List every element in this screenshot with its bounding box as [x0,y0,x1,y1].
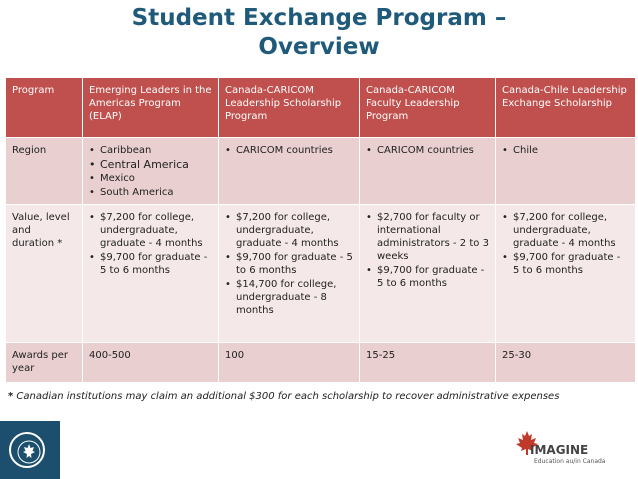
list-item: • $9,700 for graduate - 5 to 6 months [225,251,353,277]
cell-value-elap [83,205,219,343]
footnote-text: Canadian institutions may claim an additional $300 for each scholarship to recover administrative expenses [16,391,560,402]
cell-awards-elap: 400-500 [83,343,219,383]
table-header-row [6,78,636,138]
page-title [0,4,638,62]
list-item: • CARICOM countries [225,144,353,157]
imagine-logo [512,431,622,471]
list-item: • Caribbean [89,144,212,157]
cell-region-caricom-faculty [360,138,496,205]
table-row-value [6,205,636,343]
header-caricom-faculty: Canada-CARICOM Faculty Leadership Program [360,78,496,138]
list-item: • $9,700 for graduate - 5 to 6 months [89,251,212,277]
row-label-value: Value, level and duration * [6,205,83,343]
list-item: • $7,200 for college, undergraduate, graduate - 4 months [225,211,353,250]
cell-value-caricom-faculty [360,205,496,343]
list-item: • $9,700 for graduate - 5 to 6 months [502,251,629,277]
list-item: • $7,200 for college, undergraduate, graduate - 4 months [502,211,629,250]
header-caricom-leadership: Canada-CARICOM Leadership Scholarship Program [219,78,360,138]
imagine-logo-text: IMAGINE [530,443,589,457]
table-row-region [6,138,636,205]
header-elap: Emerging Leaders in the Americas Program (ELAP) [83,78,219,138]
list-item: • Chile [502,144,629,157]
list-item: • $2,700 for faculty or international administrators - 2 to 3 weeks [366,211,489,263]
list-item: • South America [89,186,212,199]
list-item: • Mexico [89,172,212,185]
list-item: • $14,700 for college, undergraduate - 8 months [225,278,353,317]
list-item: • $9,700 for graduate - 5 to 6 months [366,264,489,290]
government-seal-icon [9,432,45,468]
footnote-star: * [8,391,14,402]
row-label-region: Region [6,138,83,205]
header-chile: Canada-Chile Leadership Exchange Scholarship [496,78,636,138]
table-row-awards [6,343,636,383]
cell-awards-caricom-leadership: 100 [219,343,360,383]
seal-emblem-icon [15,438,43,466]
cell-value-caricom-leadership [219,205,360,343]
cell-region-elap [83,138,219,205]
cell-awards-chile: 25-30 [496,343,636,383]
imagine-logo-tagline: Education au/in Canada [534,458,606,465]
list-item: • Central America [89,158,212,171]
page-title-line1: Student Exchange Program – [131,5,507,31]
page-title-line2: Overview [258,34,380,60]
cell-awards-caricom-faculty: 15-25 [360,343,496,383]
cell-region-chile [496,138,636,205]
row-label-awards: Awards per year [6,343,83,383]
program-table [5,77,636,383]
list-item: • CARICOM countries [366,144,489,157]
cell-region-caricom-leadership [219,138,360,205]
list-item: • $7,200 for college, undergraduate, graduate - 4 months [89,211,212,250]
footnote [8,390,608,403]
header-program: Program [6,78,83,138]
cell-value-chile [496,205,636,343]
